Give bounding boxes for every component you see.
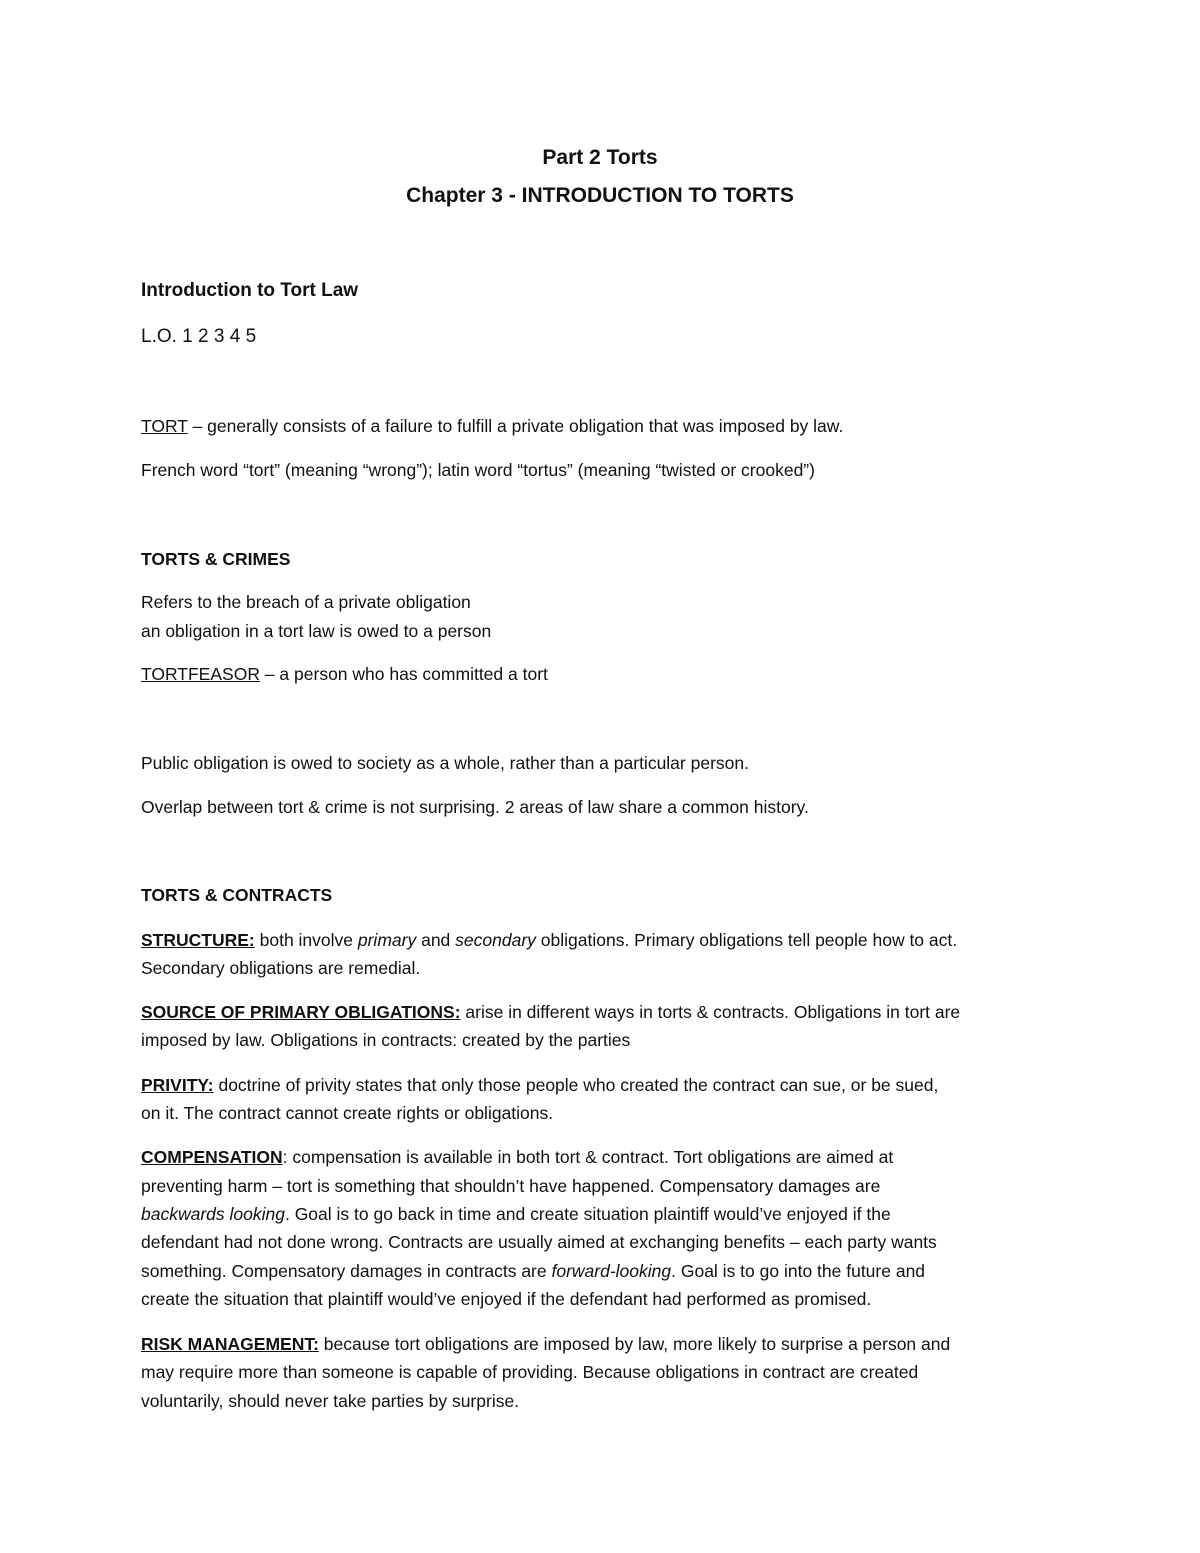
backwards-looking: backwards looking: [141, 1204, 285, 1224]
compensation-line3: [141, 1203, 891, 1225]
forward-looking: forward-looking: [551, 1261, 672, 1281]
source-paragraph: [141, 1001, 960, 1023]
privity-text-1: doctrine of privity states that only those people who created the contract can sue, or be sued,: [213, 1075, 939, 1095]
structure-text-1: both involve: [254, 930, 358, 950]
structure-text-3: obligations. Primary obligations tell people how to act.: [535, 930, 958, 950]
compensation-line6: create the situation that plaintiff would’ve enjoyed if the defendant had performed as promised.: [141, 1289, 872, 1309]
source-term: SOURCE OF PRIMARY OBLIGATIONS:: [141, 1002, 461, 1022]
risk-line2: may require more than someone is capable of providing. Because obligations in contract are created: [141, 1362, 919, 1382]
compensation-line2: preventing harm – tort is something that shouldn’t have happened. Compensatory damages are: [141, 1176, 881, 1196]
structure-term: STRUCTURE:: [141, 930, 255, 950]
structure-paragraph: [141, 929, 957, 951]
tortfeasor-text: – a person who has committed a tort: [259, 664, 548, 684]
structure-primary: primary: [357, 930, 417, 950]
privity-term: PRIVITY:: [141, 1075, 214, 1095]
section-heading-intro: Introduction to Tort Law: [141, 280, 359, 301]
privity-paragraph: [141, 1074, 938, 1096]
page-title: Part 2 Torts: [542, 146, 658, 169]
risk-line3: voluntarily, should never take parties by surprise.: [141, 1391, 520, 1411]
tortfeasor-term: TORTFEASOR: [141, 664, 260, 684]
compensation-line3-text: . Goal is to go back in time and create situation plaintiff would’ve enjoyed if the: [284, 1204, 891, 1224]
source-text-1: arise in different ways in torts & contracts. Obligations in tort are: [460, 1002, 961, 1022]
tortfeasor-definition: [141, 663, 548, 685]
risk-term: RISK MANAGEMENT:: [141, 1334, 319, 1354]
privity-line2: on it. The contract cannot create rights or obligations.: [141, 1103, 554, 1123]
public-obligation: Public obligation is owed to society as a whole, rather than a particular person.: [141, 753, 749, 773]
source-line2: imposed by law. Obligations in contracts: created by the parties: [141, 1030, 631, 1050]
torts-crimes-line1: Refers to the breach of a private obligation: [141, 592, 471, 612]
section-heading-torts-crimes: TORTS & CRIMES: [141, 549, 291, 569]
tort-term: TORT: [141, 416, 188, 436]
risk-paragraph: [141, 1333, 950, 1355]
torts-crimes-line2: an obligation in a tort law is owed to a person: [141, 621, 492, 641]
learning-objectives: L.O. 1 2 3 4 5: [141, 326, 257, 347]
compensation-line5-text-2: . Goal is to go into the future and: [671, 1261, 926, 1281]
tort-definition-text: – generally consists of a failure to fulfill a private obligation that was imposed by law.: [187, 416, 844, 436]
chapter-title: Chapter 3 - INTRODUCTION TO TORTS: [406, 184, 794, 207]
risk-text-1: because tort obligations are imposed by law, more likely to surprise a person and: [318, 1334, 951, 1354]
tort-definition: [141, 415, 843, 437]
structure-secondary: secondary: [455, 930, 536, 950]
section-heading-torts-contracts: TORTS & CONTRACTS: [141, 885, 333, 905]
overlap-text: Overlap between tort & crime is not surprising. 2 areas of law share a common history.: [141, 797, 809, 817]
compensation-paragraph: [141, 1146, 893, 1168]
structure-line2: Secondary obligations are remedial.: [141, 958, 421, 978]
compensation-term: COMPENSATION: [141, 1147, 283, 1167]
compensation-line5-text-1: something. Compensatory damages in contracts are: [141, 1261, 552, 1281]
tort-origin: French word “tort” (meaning “wrong”); latin word “tortus” (meaning “twisted or crooked”): [141, 460, 815, 480]
structure-text-2: and: [416, 930, 456, 950]
compensation-line5: [141, 1260, 925, 1282]
compensation-line4: defendant had not done wrong. Contracts are usually aimed at exchanging benefits – each party wants: [141, 1232, 937, 1252]
compensation-text-1: : compensation is available in both tort & contract. Tort obligations are aimed at: [282, 1147, 894, 1167]
